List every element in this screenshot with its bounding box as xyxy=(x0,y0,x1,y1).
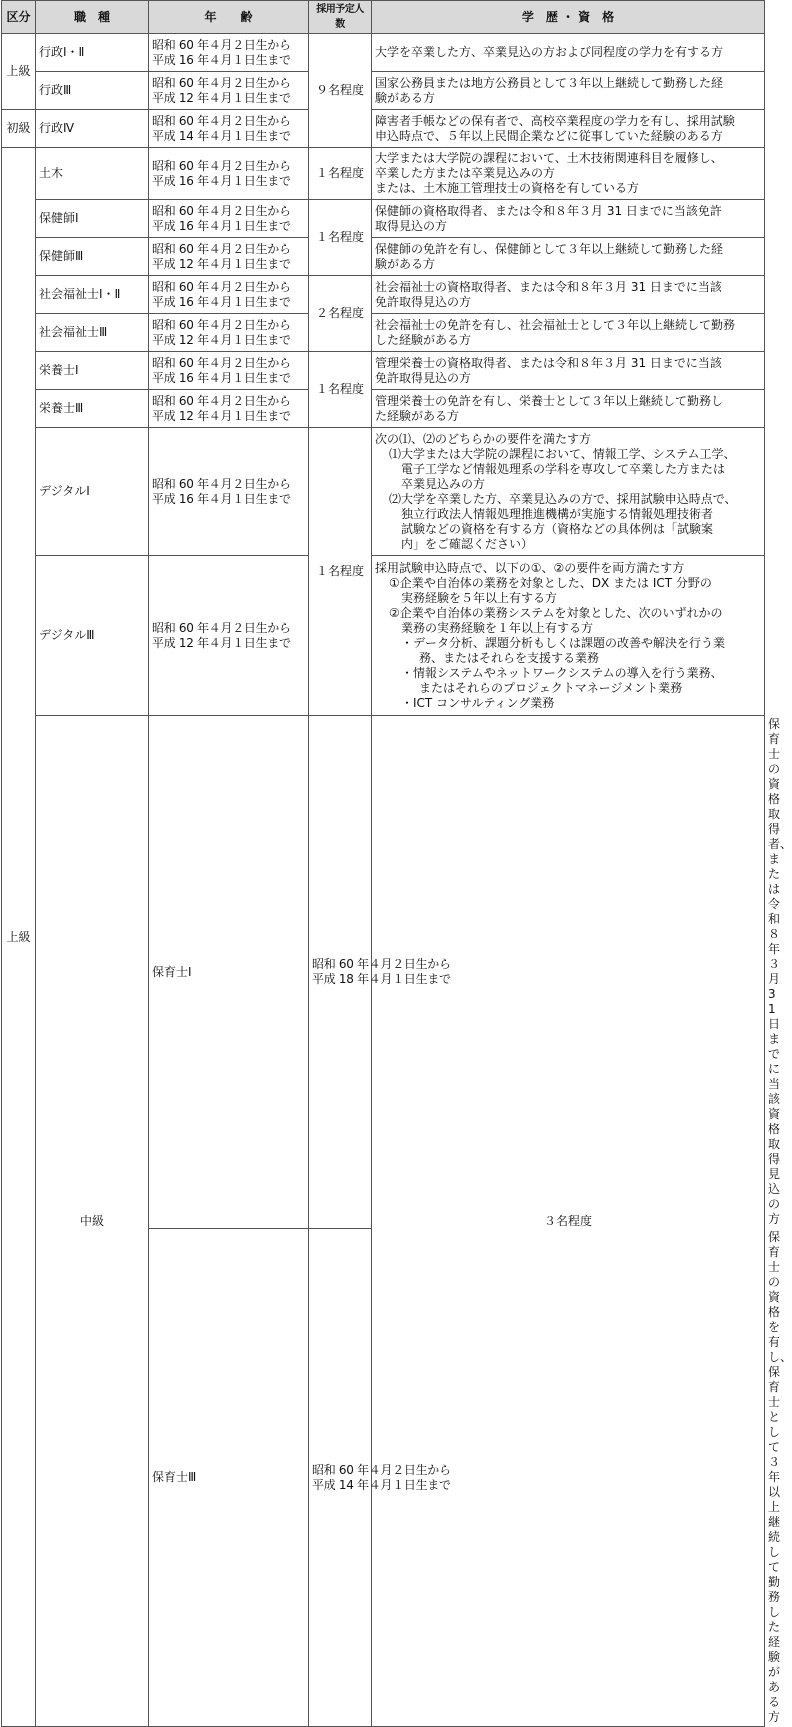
age-range: 昭和 60 年４月２日生から 平成 12 年４月１日生まで xyxy=(149,314,309,352)
job-name: 行政Ⅰ・Ⅱ xyxy=(36,34,149,72)
job-name: 行政Ⅲ xyxy=(36,72,149,110)
job-name: 社会福祉士Ⅰ・Ⅱ xyxy=(36,276,149,314)
table-row xyxy=(2,352,765,390)
table-row xyxy=(2,148,765,200)
group-label: 初級 xyxy=(2,110,36,148)
qualification: 保健師の資格取得者、または令和８年３月 31 日までに当該免許 取得見込の方 xyxy=(372,200,765,238)
headcount: ２名程度 xyxy=(309,276,372,352)
age-range: 昭和 60 年４月２日生から 平成 12 年４月１日生まで xyxy=(149,238,309,276)
group-label: 中級 xyxy=(36,716,149,1727)
job-name: 保育士Ⅲ xyxy=(149,1229,309,1727)
table-header xyxy=(2,1,765,34)
qualification: 管理栄養士の免許を有し、栄養士として３年以上継続して勤務し た経験がある方 xyxy=(372,390,765,428)
table-row xyxy=(2,428,765,556)
table-row: 中級 保育士Ⅰ 昭和 60 年４月２日生から 平成 18 年４月１日生まで ３名程度 保育士の資格取得者、または令和８年３月 31 日までに当該資格 取得見込の方 xyxy=(2,716,765,1229)
table-row xyxy=(2,238,765,276)
header-qual: 学 歴 ・ 資 格 xyxy=(372,1,765,34)
qualification: 大学を卒業した方、卒業見込の方および同程度の学力を有する方 xyxy=(372,34,765,72)
qualification: 次の⑴、⑵のどちらかの要件を満たす方 ⑴大学または大学院の課程において、情報工学、システム工学、 電子工学など情報処理系の学科を専攻して卒業した方または 卒業見込みの方 ⑵大学を卒業した方、卒業見込みの方で、採用試験申込時点で、 独立行政法人情報処理推進機構が実施する情報処理技術者 試験などの資格を有する方（資格などの具体例は「試験案 内」をご確認ください） xyxy=(372,428,765,556)
job-name: デジタルⅠ xyxy=(36,428,149,556)
headcount: １名程度 xyxy=(309,428,372,716)
table-row xyxy=(2,110,765,148)
recruitment-table xyxy=(1,0,792,1727)
age-range: 昭和 60 年４月２日生から 平成 16 年４月１日生まで xyxy=(149,428,309,556)
table-row xyxy=(2,314,765,352)
table-row xyxy=(2,276,765,314)
header-num: 採用予定人数 xyxy=(309,1,372,34)
job-name: デジタルⅢ xyxy=(36,556,149,716)
qualification: 管理栄養士の資格取得者、または令和８年３月 31 日までに当該 免許取得見込の方 xyxy=(372,352,765,390)
headcount: ３名程度 xyxy=(372,716,765,1727)
header-job: 職 種 xyxy=(36,1,149,34)
table-row: 保育士Ⅲ 昭和 60 年４月２日生から 平成 14 年４月１日生まで 保育士の資格を有し、保育士として３年以上継続して勤務した経 験がある方 xyxy=(2,1229,765,1727)
qualification: 保健師の免許を有し、保健師として３年以上継続して勤務した経 験がある方 xyxy=(372,238,765,276)
headcount: １名程度 xyxy=(309,148,372,200)
qualification: 障害者手帳などの保有者で、高校卒業程度の学力を有し、採用試験 申込時点で、５年以上民間企業などに従事していた経験のある方 xyxy=(372,110,765,148)
job-name: 保健師Ⅰ xyxy=(36,200,149,238)
job-name: 行政Ⅳ xyxy=(36,110,149,148)
age-range: 昭和 60 年４月２日生から 平成 14 年４月１日生まで xyxy=(309,1229,372,1727)
headcount: ９名程度 xyxy=(309,34,372,148)
headcount: １名程度 xyxy=(309,200,372,276)
table-row xyxy=(2,72,765,110)
age-range: 昭和 60 年４月２日生から 平成 14 年４月１日生まで xyxy=(149,110,309,148)
age-range: 昭和 60 年４月２日生から 平成 16 年４月１日生まで xyxy=(149,200,309,238)
qualification: 国家公務員または地方公務員として３年以上継続して勤務した経 験がある方 xyxy=(372,72,765,110)
job-name: 栄養士Ⅲ xyxy=(36,390,149,428)
job-name: 土木 xyxy=(36,148,149,200)
job-name: 保育士Ⅰ xyxy=(149,716,309,1229)
qualification: 社会福祉士の免許を有し、社会福祉士として３年以上継続して勤務 した経験がある方 xyxy=(372,314,765,352)
qualification: 大学または大学院の課程において、土木技術関連科目を履修し、 卒業した方または卒業見込みの方 または、土木施工管理技士の資格を有している方 xyxy=(372,148,765,200)
age-range: 昭和 60 年４月２日生から 平成 16 年４月１日生まで xyxy=(149,276,309,314)
age-range: 昭和 60 年４月２日生から 平成 12 年４月１日生まで xyxy=(149,556,309,716)
age-range: 昭和 60 年４月２日生から 平成 16 年４月１日生まで xyxy=(149,148,309,200)
table-row xyxy=(2,34,765,72)
table-row xyxy=(2,200,765,238)
age-range: 昭和 60 年４月２日生から 平成 12 年４月１日生まで xyxy=(149,390,309,428)
table-row xyxy=(2,556,765,716)
job-name: 保健師Ⅲ xyxy=(36,238,149,276)
job-name: 社会福祉士Ⅲ xyxy=(36,314,149,352)
qualification: 採用試験申込時点で、以下の①、②の要件を両方満たす方 ①企業や自治体の業務を対象とした、DX または ICT 分野の 実務経験を５年以上有する方 ②企業や自治体の業務システムを対象とした、次のいずれかの 業務の実務経験を１年以上有する方 ・データ分析、課題分析もしくは課題の改善や解決を行う業 務、またはそれらを支援する業務 ・情報システムやネットワークシステムの導入を行う業務、 またはそれらのプロジェクトマネージメント業務 ・ICT コンサルティング業務 xyxy=(372,556,765,716)
header-age: 年 齢 xyxy=(149,1,309,34)
job-name: 栄養士Ⅰ xyxy=(36,352,149,390)
qualification: 社会福祉士の資格取得者、または令和８年３月 31 日までに当該 免許取得見込の方 xyxy=(372,276,765,314)
headcount: １名程度 xyxy=(309,352,372,428)
table-row xyxy=(2,390,765,428)
group-label: 上級 xyxy=(2,148,36,1727)
age-range: 昭和 60 年４月２日生から 平成 16 年４月１日生まで xyxy=(149,352,309,390)
age-range: 昭和 60 年４月２日生から 平成 16 年４月１日生まで xyxy=(149,34,309,72)
age-range: 昭和 60 年４月２日生から 平成 12 年４月１日生まで xyxy=(149,72,309,110)
group-label: 上級 xyxy=(2,34,36,110)
header-kubun: 区分 xyxy=(2,1,36,34)
age-range: 昭和 60 年４月２日生から 平成 18 年４月１日生まで xyxy=(309,716,372,1229)
